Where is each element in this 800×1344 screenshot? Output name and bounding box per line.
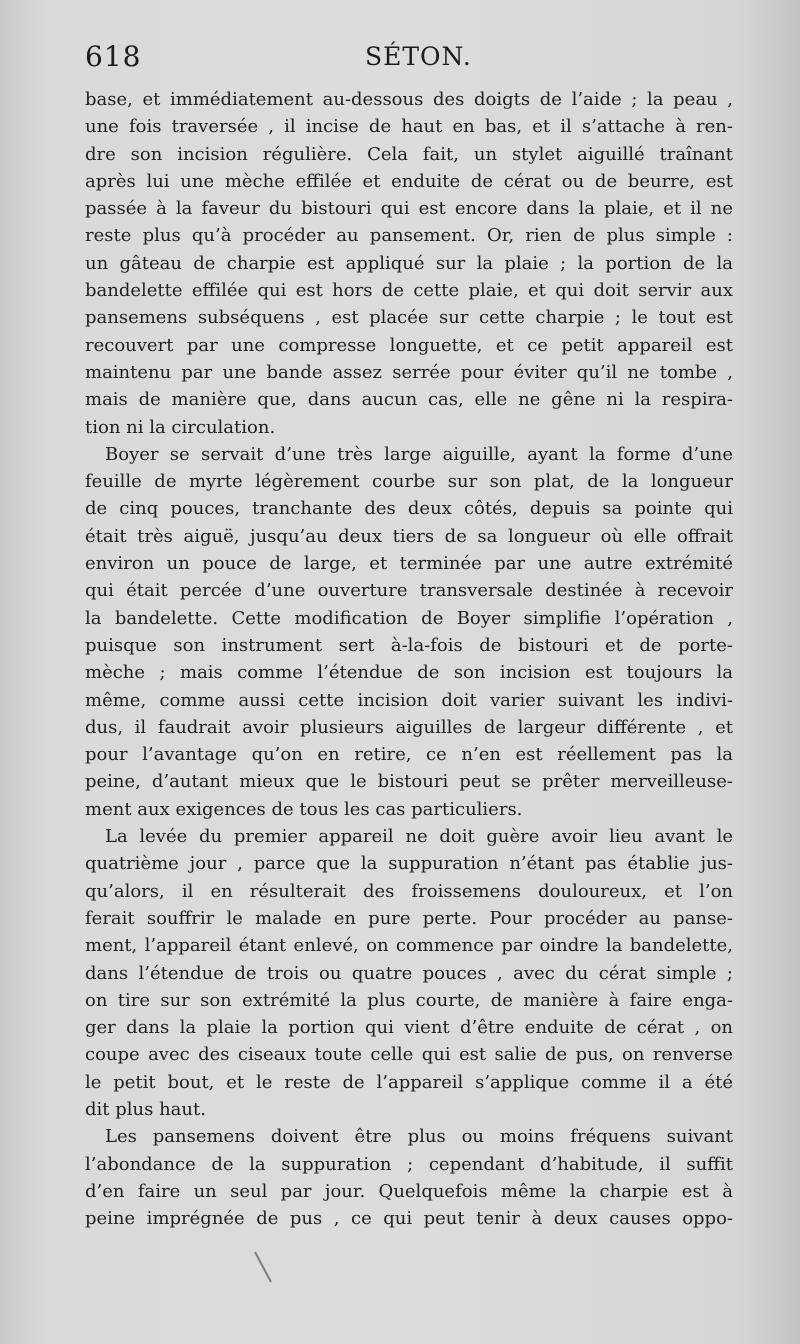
text-line: qu’alors, il en résulterait des froissemens douloureux, et l’on: [85, 880, 733, 902]
text-line: l’abondance de la suppuration ; cependant d’habitude, il suffit: [85, 1153, 733, 1175]
text-line: tion ni la circulation.: [85, 416, 276, 438]
body-text: [85, 86, 733, 1232]
page-header: [85, 40, 733, 80]
text-line: dus, il faudrait avoir plusieurs aiguilles de largeur différente , et: [85, 716, 733, 738]
text-line: bandelette effilée qui est hors de cette plaie, et qui doit servir aux: [85, 280, 733, 302]
text-line: mais de manière que, dans aucun cas, elle ne gêne ni la respira-: [85, 389, 733, 411]
text-line: la bandelette. Cette modification de Boyer simplifie l’opération ,: [85, 607, 733, 629]
text-line: pansemens subséquens , est placée sur cette charpie ; le tout est: [85, 307, 733, 329]
text-line: feuille de myrte légèrement courbe sur son plat, de la longueur: [85, 471, 733, 493]
text-line: le petit bout, et le reste de l’appareil s’applique comme il a été: [85, 1071, 733, 1093]
text-line: puisque son instrument sert à-la-fois de bistouri et de porte-: [85, 634, 733, 656]
text-line: environ un pouce de large, et terminée par une autre extrémité: [85, 553, 733, 575]
text-line: La levée du premier appareil ne doit guère avoir lieu avant le: [105, 826, 733, 848]
text-line: base, et immédiatement au-dessous des doigts de l’aide ; la peau ,: [85, 89, 733, 110]
running-head: SÉTON.: [365, 42, 472, 71]
pen-mark: [254, 1252, 272, 1283]
text-line: quatrième jour , parce que la suppuration n’étant pas établie jus-: [85, 853, 733, 875]
text-line: maintenu par une bande assez serrée pour éviter qu’il ne tombe ,: [85, 361, 733, 383]
text-line: on tire sur son extrémité la plus courte, de manière à faire enga-: [85, 989, 733, 1011]
text-line: peine imprégnée de pus , ce qui peut tenir à deux causes oppo-: [85, 1208, 733, 1230]
text-line: dans l’étendue de trois ou quatre pouces , avec du cérat simple ;: [85, 962, 733, 984]
text-line: qui était percée d’une ouverture transversale destinée à recevoir: [85, 580, 733, 602]
text-line: mèche ; mais comme l’étendue de son incision est toujours la: [85, 662, 733, 684]
text-line: une fois traversée , il incise de haut en bas, et il s’attache à ren-: [85, 116, 733, 138]
text-line: ment, l’appareil étant enlevé, on commence par oindre la bandelette,: [85, 935, 733, 957]
text-line: de cinq pouces, tranchante des deux côtés, depuis sa pointe qui: [85, 498, 733, 520]
text-line: passée à la faveur du bistouri qui est encore dans la plaie, et il ne: [85, 198, 733, 220]
text-line: d’en faire un seul par jour. Quelquefois même la charpie est à: [85, 1180, 733, 1202]
text-line: était très aiguë, jusqu’au deux tiers de sa longueur où elle offrait: [85, 525, 733, 547]
text-line: même, comme aussi cette incision doit varier suivant les indivi-: [85, 689, 733, 711]
text-line: peine, d’autant mieux que le bistouri peut se prêter merveilleuse-: [85, 771, 733, 793]
text-line: un gâteau de charpie est appliqué sur la plaie ; la portion de la: [85, 252, 733, 274]
text-line: dre son incision régulière. Cela fait, un stylet aiguillé traînant: [85, 143, 733, 165]
text-line: pour l’avantage qu’on en retire, ce n’en est réellement pas la: [85, 744, 733, 766]
text-line: Les pansemens doivent être plus ou moins fréquens suivant: [105, 1126, 733, 1148]
page-number: 618: [85, 40, 142, 73]
text-line: coupe avec des ciseaux toute celle qui est salie de pus, on renverse: [85, 1044, 733, 1066]
text-line: reste plus qu’à procéder au pansement. Or, rien de plus simple :: [85, 225, 733, 247]
text-line: ger dans la plaie la portion qui vient d’être enduite de cérat , on: [85, 1017, 733, 1039]
text-line: dit plus haut.: [85, 1098, 206, 1120]
text-line: ment aux exigences de tous les cas particuliers.: [85, 798, 523, 820]
text-line: Boyer se servait d’une très large aiguille, ayant la forme d’une: [105, 443, 733, 465]
text-line: recouvert par une compresse longuette, et ce petit appareil est: [85, 334, 733, 356]
text-line: ferait souffrir le malade en pure perte. Pour procéder au panse-: [85, 907, 733, 929]
text-line: après lui une mèche effilée et enduite de cérat ou de beurre, est: [85, 170, 733, 192]
